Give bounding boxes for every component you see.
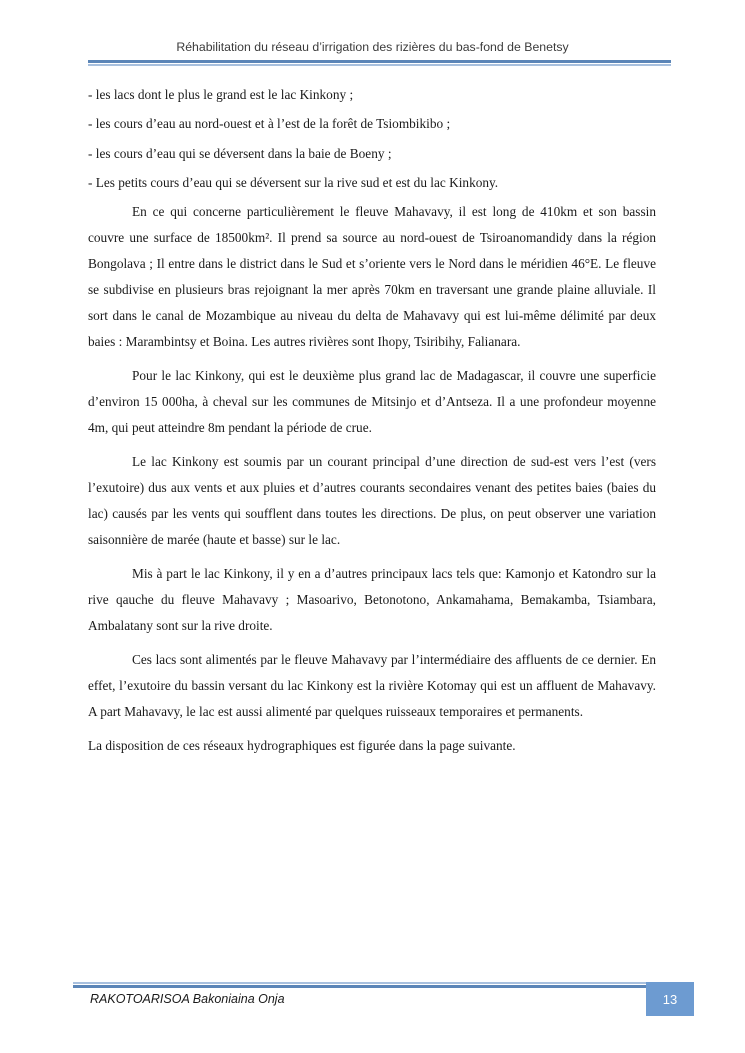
bullet-item: - les cours d’eau qui se déversent dans la baie de Boeny ;: [88, 145, 392, 161]
bullet-item: - les cours d’eau au nord-ouest et à l’est de la forêt de Tsiombikibo ;: [88, 116, 451, 132]
bullet-item: - les lacs dont le plus le grand est le lac Kinkony ;: [88, 87, 354, 102]
footer-rule-dark: [73, 985, 646, 988]
header-rule-light: [88, 64, 671, 66]
running-header-title: Réhabilitation du réseau d’irrigation des rizières du bas-fond de Benetsy: [176, 40, 569, 54]
paragraph-mahavavy: En ce qui concerne particulièrement le fleuve Mahavavy, il est long de 410km et son bassin couvre une surface de 18500km². Il prend sa source au nord-ouest de Tsiroanomandidy dans la région Bongolava ; Il entre dans le district dans le Sud et s’oriente vers le Nord dans le méridien 46°E. Le fleuve se subdivise en plusieurs bras rejoignant la mer après 70km en traversant une grande plaine alluviale. Il sort dans le canal de Mozambique au niveau du delta de Mahavavy qui est lui-même délimité par deux baies : Marambintsy et Boina. Les autres rivières sont Ihopy, Tsiribihy, Falianara.: [88, 204, 656, 350]
page-number-box: [646, 982, 694, 1016]
page-number: 13: [662, 991, 678, 1007]
footer-rule: [73, 982, 646, 990]
bullet-item: - Les petits cours d’eau qui se déversent sur la rive sud et est du lac Kinkony.: [88, 174, 499, 190]
paragraph-lac-kinkony: Pour le lac Kinkony, qui est le deuxième plus grand lac de Madagascar, il couvre une superficie d’environ 15 000ha, à cheval sur les communes de Mitsinjo et d’Antseza. Il a une profondeur moyenne 4m, qui peut atteindre 8m pendant la période de crue.: [88, 368, 656, 436]
closing-sentence: La disposition de ces réseaux hydrographiques est figurée dans la page suivante.: [88, 738, 516, 754]
header-rule-dark: [88, 60, 671, 63]
page-body: [88, 82, 656, 759]
header-rule: [88, 60, 671, 68]
paragraph-courants: Le lac Kinkony est soumis par un courant principal d’une direction de sud-est vers l’est (vers l’exutoire) dus aux vents et aux pluies et d’autres courants secondaires venant des petites baies (baies du lac) causés par les vents qui soufflent dans toutes les directions. De plus, on peut observer une variation saisonnière de marée (haute et basse) sur le lac.: [88, 454, 656, 548]
paragraph-alimentation: Ces lacs sont alimentés par le fleuve Mahavavy par l’intermédiaire des affluents de ce dernier. En effet, l’exutoire du bassin versant du lac Kinkony est la rivière Kotomay qui est un affluent de Mahavavy. A part Mahavavy, le lac est aussi alimenté par quelques ruisseaux temporaires et permanents.: [88, 652, 656, 720]
footer-rule-light: [73, 982, 646, 984]
footer-author: RAKOTOARISOA Bakoniaina Onja: [90, 992, 285, 1006]
paragraph-autres-lacs: Mis à part le lac Kinkony, il y en a d’autres principaux lacs tels que: Kamonjo et Katondro sur la rive qauche du fleuve Mahavavy ; Masoarivo, Betonotono, Ankamahama, Bemakamba, Tsiambara, Ambalatany sont sur la rive droite.: [88, 566, 656, 634]
